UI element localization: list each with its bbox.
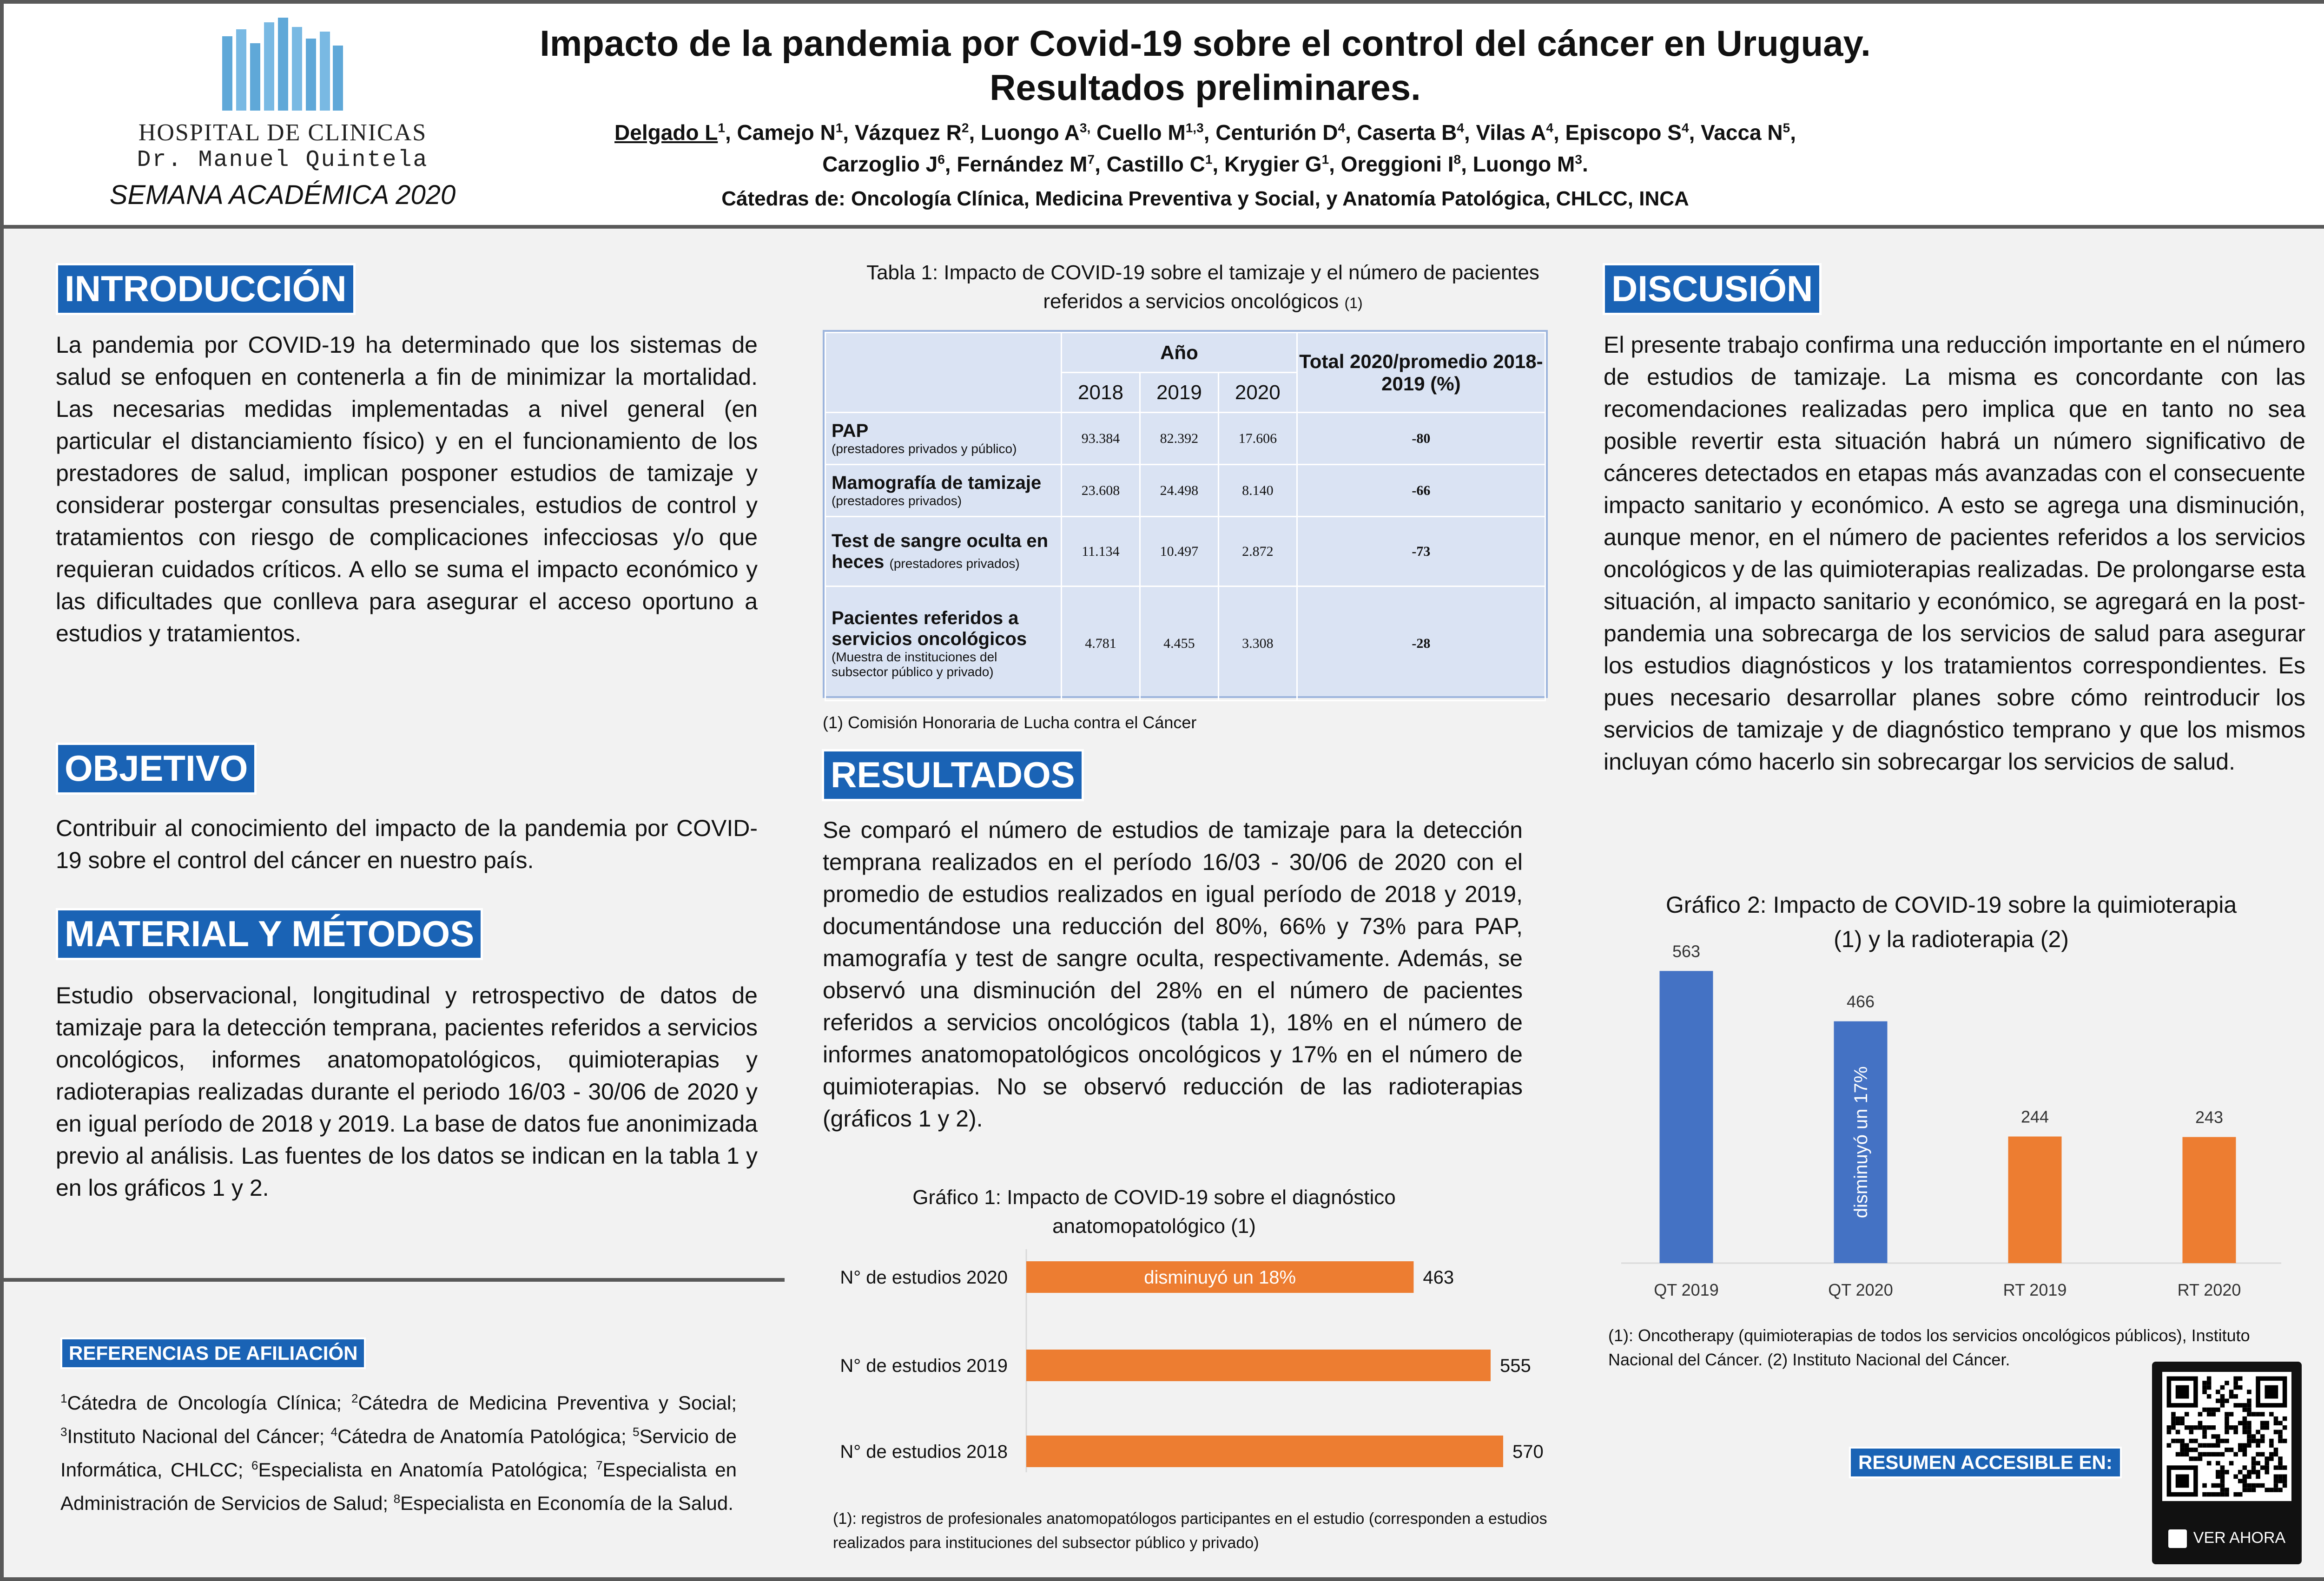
author-name: Delgado L — [614, 120, 718, 145]
author-name: , Luongo M — [1461, 152, 1575, 176]
poster-header — [4, 4, 2324, 229]
chart1-title: Gráfico 1: Impacto de COVID-19 sobre el diagnóstico anatomopatológico (1) — [912, 1186, 1396, 1238]
poster-title-line-1: Impacto de la pandemia por Covid-19 sobre el control del cáncer en Uruguay. — [540, 23, 1871, 64]
author-name: , Luongo A — [969, 120, 1080, 145]
chart2-bar — [2183, 1137, 2236, 1263]
chart2 — [1603, 942, 2300, 1310]
chart2-data-label: 244 — [2020, 1107, 2049, 1126]
ver-ahora-label: VER AHORA — [2193, 1529, 2286, 1547]
introduccion-text: La pandemia por COVID-19 ha determinado que los sistemas de salud se enfoquen en contenerla a fin de minimizar la mortalidad. Las necesarias medidas implementadas a nivel general (en particular el distanciamiento físico) y en el funcionamiento de los prestadores de salud, implican posponer estudios de tamizaje y considerar postergar consultas presenciales, estudios de control y tratamientos con riesgo de complicaciones infecciosas y/o que requieran cuidados críticos. A ello se suma el impacto económico y las dificultades que conlleva para asegurar el acceso oportuno a estudios y tratamientos. — [56, 332, 758, 646]
discusion-text: El presente trabajo confirma una reducción importante en el número de estudios de tamizaje. La misma es concordante con las recomendaciones realizadas pero implica que en tanto no sea posible revertir esta situación habrá un número significativo de cánceres detectados en etapas más avanzadas con el consecuente impacto sanitario y económico. A esto se agrega una disminución, aunque menor, en el número de pacientes referidos a los servicios oncológicos y de las quimioterapias realizadas. De prolongarse esta situación, al impacto sanitario y económico, se agregará en la post-pandemia una sobrecarga de los servicios de salud para asegurar los estudios diagnósticos y los tratamientos correspondientes. Es pues necesario desarrollar planes sobre cómo reintroducir los servicios de tamizaje y de diagnóstico temprano y que los mismos incluyan cómo hacerlo sin sobrecargar los servicios de salud. — [1604, 332, 2305, 775]
chart2-annotation: disminuyó un 17% — [1851, 1066, 1871, 1219]
table1-caption-ref: (1) — [1344, 295, 1363, 311]
table1-cell-v2018: 4.781 — [1062, 586, 1140, 701]
chart1-category-label: N° de estudios 2019 — [840, 1356, 1008, 1376]
chart2-data-label: 563 — [1672, 942, 1701, 961]
author-affiliation-sup: 4 — [1546, 120, 1553, 135]
chart2-data-label: 466 — [1846, 992, 1875, 1011]
author-affiliation-sup: 1 — [1321, 152, 1329, 167]
table1-row-sublabel: (prestadores privados) — [889, 556, 1020, 571]
chart2-category-label: RT 2020 — [2177, 1280, 2241, 1299]
chart1-category-label: N° de estudios 2020 — [840, 1267, 1008, 1288]
table1-row-label — [825, 586, 1062, 701]
chart1-footnote: (1): registros de profesionales anatomopatólogos participantes en el estudio (corresponden a estudios realizados para instituciones del subsector público y privado) — [833, 1510, 1547, 1552]
author-name: Cuello M — [1090, 120, 1186, 145]
reference-item: Especialista en Economía de la Salud. — [400, 1492, 733, 1514]
author-name: , Vázquez R — [843, 120, 962, 145]
author-name: , Krygier G — [1212, 152, 1322, 176]
hospital-subtitle: Dr. Manuel Quintela — [137, 147, 429, 173]
event-name: SEMANA ACADÉMICA 2020 — [109, 180, 456, 210]
author-name: , Episcopo S — [1553, 120, 1682, 145]
author-name: Carzoglio J — [822, 152, 938, 176]
chart1-bar — [1026, 1436, 1503, 1467]
author-affiliation-sup: 1 — [1205, 152, 1213, 167]
reference-sup: 3 — [60, 1425, 67, 1439]
author-name: . — [1582, 152, 1588, 176]
authors-line-2 — [469, 152, 1942, 177]
chart1-data-label: 570 — [1512, 1442, 1544, 1462]
chart2-bar — [2008, 1137, 2062, 1263]
objetivo-text: Contribuir al conocimiento del impacto de la pandemia por COVID-19 sobre el control del cáncer en nuestro país. — [56, 815, 758, 873]
table1-row-sublabel: (prestadores privados) — [832, 494, 962, 508]
reference-item: Cátedra de Medicina Preventiva y Social; — [358, 1392, 737, 1414]
metodos-text: Estudio observacional, longitudinal y retrospectivo de datos de tamizaje para la detección temprana, pacientes referidos a servicios oncológicos, informes anatomopatológicos, quimioterapias y radioterapias realizadas durante el periodo 16/03 - 30/06 de 2020 y en igual período de 2018 y 2019. La base de datos fue anonimizada previo al análisis. Las fuentes de los datos se indican en la tabla 1 y en los gráficos 1 y 2. — [56, 982, 758, 1201]
table1-cell-v2020: 17.606 — [1218, 413, 1297, 465]
reference-sup: 5 — [633, 1425, 640, 1439]
reference-sup: 7 — [596, 1458, 603, 1472]
chart1-category-label: N° de estudios 2018 — [840, 1442, 1008, 1462]
reference-item: Especialista en Administración de Servicios de Salud; — [60, 1459, 737, 1514]
table1-cell-pct: -73 — [1297, 517, 1545, 586]
table1-row — [825, 586, 1545, 701]
table1-row — [825, 517, 1545, 586]
table1-row — [825, 465, 1545, 517]
resumen-accesible-label: RESUMEN ACCESIBLE EN: — [1849, 1447, 2122, 1478]
author-name: , Camejo N — [725, 120, 836, 145]
chart1 — [812, 1245, 1556, 1477]
author-name: , Centurión D — [1203, 120, 1338, 145]
table1-footnote: (1) Comisión Honoraria de Lucha contra el Cáncer — [823, 713, 1197, 732]
table1-cell-v2020: 2.872 — [1218, 517, 1297, 586]
introduccion-heading: INTRODUCCIÓN — [56, 263, 356, 315]
hospital-logo-icon — [222, 18, 343, 111]
table1-cell-v2019: 24.498 — [1140, 465, 1218, 517]
reference-item: Servicio de Informática, CHLCC; — [60, 1425, 737, 1481]
chart2-category-label: RT 2019 — [2003, 1280, 2067, 1299]
chart1-bar — [1026, 1350, 1491, 1381]
chart2-data-label: 243 — [2195, 1107, 2224, 1127]
author-affiliation-sup: 1,3 — [1185, 120, 1204, 135]
author-affiliation-sup: 7 — [1087, 152, 1095, 167]
author-name: , Fernández M — [944, 152, 1088, 176]
table1-row-label-text: Test de sangre oculta en heces — [832, 530, 1049, 572]
table1-row-label — [825, 465, 1062, 517]
qr-card[interactable] — [2152, 1362, 2302, 1564]
objetivo-heading: OBJETIVO — [56, 743, 257, 795]
table1-row-label-text: Mamografía de tamizaje — [832, 473, 1042, 493]
author-affiliation-sup: 4 — [1338, 120, 1345, 135]
table1-header-year: Año — [1062, 333, 1297, 373]
table1-row — [825, 413, 1545, 465]
author-name: , — [1790, 120, 1796, 145]
table1-cell-v2019: 10.497 — [1140, 517, 1218, 586]
author-name: , Vilas A — [1464, 120, 1546, 145]
reference-sup: 1 — [60, 1391, 67, 1405]
reference-sup: 2 — [351, 1391, 358, 1405]
referencias-text — [60, 1384, 737, 1518]
table1-caption — [831, 258, 1575, 317]
table1-row-sublabel: (Muestra de instituciones del subsector público y privado) — [832, 649, 997, 679]
table1-row-label-text: PAP — [832, 421, 869, 441]
reference-item: Cátedra de Oncología Clínica; — [67, 1392, 351, 1414]
table1-year-2018: 2018 — [1062, 373, 1140, 413]
chart2-category-label: QT 2019 — [1654, 1280, 1719, 1299]
table1-cell-v2018: 93.384 — [1062, 413, 1140, 465]
author-affiliation-sup: 4 — [1457, 120, 1464, 135]
resultados-heading: RESULTADOS — [822, 749, 1084, 801]
table1-year-2019: 2019 — [1140, 373, 1218, 413]
table1-header-total: Total 2020/promedio 2018-2019 (%) — [1297, 333, 1545, 413]
chart2-title: Gráfico 2: Impacto de COVID-19 sobre la quimioterapia (1) y la radioterapia (2) — [1665, 892, 2237, 952]
hospital-name: HOSPITAL DE CLINICAS — [138, 119, 427, 146]
resultados-text: Se comparó el número de estudios de tamizaje para la detección temprana realizados en el período 16/03 - 30/06 de 2020 con el promedio de estudios realizados en igual período de 2018 y 2019, documentándose una reducción del 80%, 66% y 73% para PAP, mamografía y test de sangre oculta, respectivamente. Además, se observó una disminución del 28% en el número de pacientes referidos a servicios oncológicos (tabla 1), 18% en el número de informes anatomopatológicos oncológicos y 17% en el número de quimioterapias. No se observó reducción de las radioterapias (gráficos 1 y 2). — [823, 817, 1523, 1132]
chart2-category-label: QT 2020 — [1828, 1280, 1893, 1299]
author-affiliation-sup: 2 — [961, 120, 969, 135]
section-divider — [4, 1278, 785, 1282]
chart1-data-label: 463 — [1423, 1267, 1454, 1288]
pdf-icon — [2168, 1529, 2187, 1548]
author-name: , Oreggioni I — [1329, 152, 1454, 176]
table1-cell-v2019: 82.392 — [1140, 413, 1218, 465]
table1-corner — [825, 333, 1062, 413]
author-affiliation-sup: 5 — [1783, 120, 1790, 135]
chart2-bar — [1660, 971, 1713, 1263]
qr-code-icon[interactable] — [2162, 1372, 2291, 1501]
table1 — [823, 330, 1548, 698]
authors-line-1 — [469, 120, 1942, 145]
chart2-footnote: (1): Oncotherapy (quimioterapias de todos los servicios oncológicos públicos), Instituto Nacional del Cáncer. (2) Instituto Nacional del Cáncer. — [1608, 1326, 2250, 1369]
author-affiliation-sup: 1 — [835, 120, 843, 135]
ver-ahora-button[interactable] — [2152, 1529, 2302, 1548]
author-affiliation-sup: 3 — [1575, 152, 1582, 167]
author-affiliation-sup: 3, — [1079, 120, 1091, 135]
table1-row-label — [825, 517, 1062, 586]
author-affiliation-sup: 6 — [938, 152, 945, 167]
reference-sup: 4 — [330, 1425, 338, 1439]
reference-item: Cátedra de Anatomía Patológica; — [337, 1425, 633, 1447]
metodos-heading: MATERIAL Y MÉTODOS — [56, 908, 483, 960]
table1-cell-pct: -80 — [1297, 413, 1545, 465]
table1-row-label-text: Pacientes referidos a servicios oncológicos — [832, 607, 1027, 649]
table1-row-sublabel: (prestadores privados y público) — [832, 441, 1017, 456]
author-affiliation-sup: 8 — [1453, 152, 1461, 167]
table1-cell-v2020: 8.140 — [1218, 465, 1297, 517]
reference-item: Especialista en Anatomía Patológica; — [258, 1459, 596, 1481]
table1-cell-pct: -66 — [1297, 465, 1545, 517]
chart1-data-label: 555 — [1500, 1356, 1531, 1376]
author-affiliation-sup: 4 — [1681, 120, 1689, 135]
reference-sup: 8 — [393, 1492, 401, 1506]
reference-sup: 6 — [251, 1458, 258, 1472]
catedras-line: Cátedras de: Oncología Clínica, Medicina Preventiva y Social, y Anatomía Patológica, CHLCC, INCA — [721, 187, 1689, 210]
author-name: , Castillo C — [1095, 152, 1205, 176]
table1-cell-v2020: 3.308 — [1218, 586, 1297, 701]
referencias-heading: REFERENCIAS DE AFILIACIÓN — [60, 1337, 366, 1369]
table1-year-2020: 2020 — [1218, 373, 1297, 413]
table1-cell-v2019: 4.455 — [1140, 586, 1218, 701]
poster-title-line-2: Resultados preliminares. — [990, 67, 1421, 108]
table1-cell-v2018: 11.134 — [1062, 517, 1140, 586]
chart1-annotation: disminuyó un 18% — [1144, 1267, 1296, 1288]
table1-caption-text: Tabla 1: Impacto de COVID-19 sobre el tamizaje y el número de pacientes referidos a servicios oncológicos — [866, 261, 1539, 313]
author-name: , Caserta B — [1345, 120, 1457, 145]
table1-row-label — [825, 413, 1062, 465]
discusion-heading: DISCUSIÓN — [1603, 263, 1822, 315]
table1-cell-pct: -28 — [1297, 586, 1545, 701]
table1-cell-v2018: 23.608 — [1062, 465, 1140, 517]
author-affiliation-sup: 1 — [718, 120, 725, 135]
reference-item: Instituto Nacional del Cáncer; — [67, 1425, 331, 1447]
author-name: , Vacca N — [1689, 120, 1783, 145]
